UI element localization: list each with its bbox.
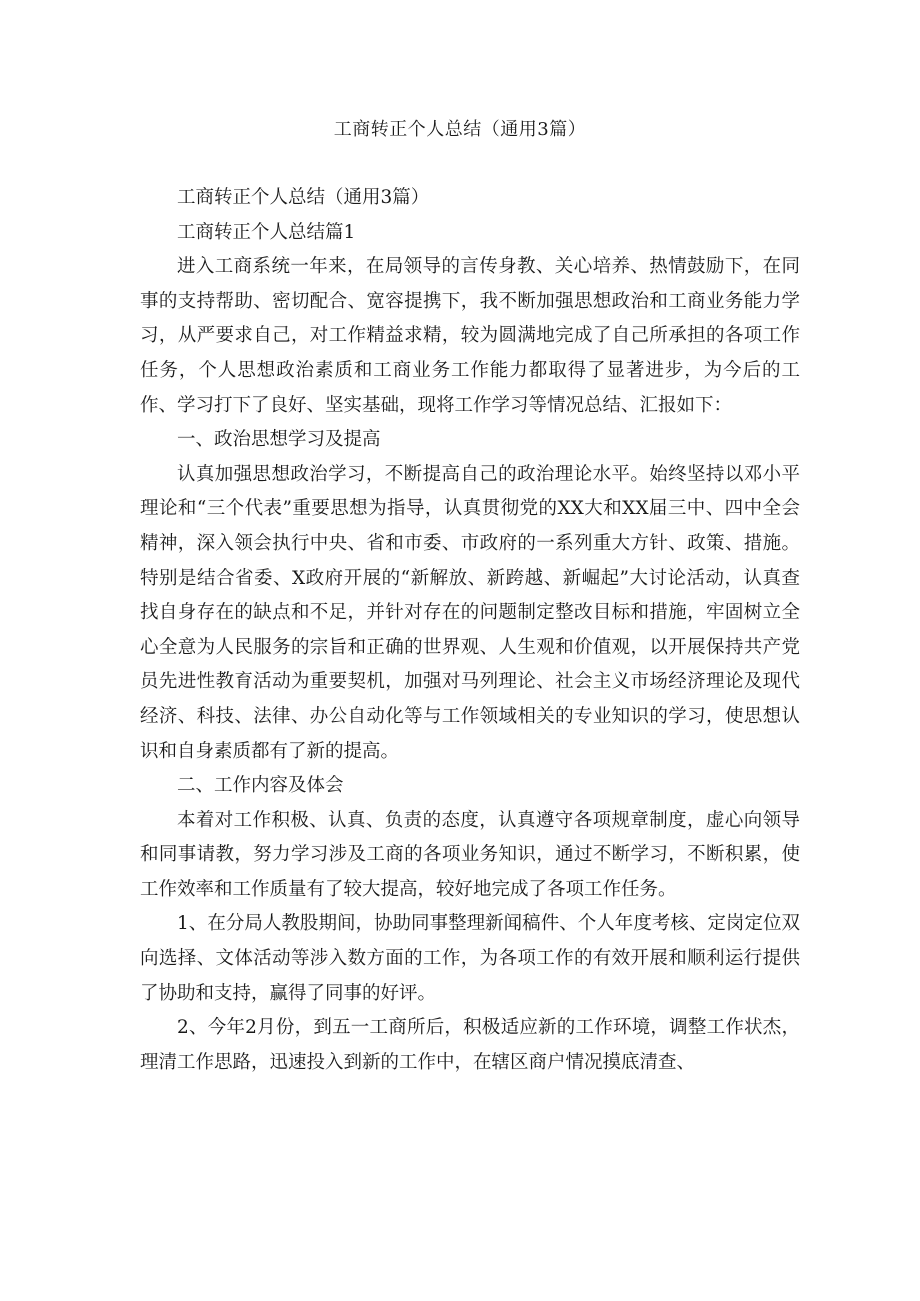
- paragraph-section-heading: 工商转正个人总结篇1: [177, 221, 356, 243]
- paragraph-intro: 进入工商系统一年来，在局领导的言传身教、关心培养、热情鼓励下，在同事的支持帮助、密切配合、宽容提携下，我不断加强思想政治和工商业务能力学习，从严要求自己，对工作精益求精，较为圆满地完成了自己所承担的各项工作任务，个人思想政治素质和工商业务工作能力都取得了显著进步，为今后的工作、学习打下了良好、坚实基础，现将工作学习等情况总结、汇报如下：: [140, 256, 800, 416]
- paragraph-heading-work: 二、工作内容及体会: [177, 775, 344, 797]
- paragraph-subtitle: 工商转正个人总结（通用3篇）: [177, 187, 430, 208]
- paragraph-heading-politics: 一、政治思想学习及提高: [177, 429, 381, 451]
- document-title: 工商转正个人总结（通用3篇）: [333, 119, 587, 140]
- paragraph-item-2: 2、今年2月份，到五一工商所后，积极适应新的工作环境，调整工作状杰，理清工作思路，迅速投入到新的工作中，在辖区商户情况摸底清查、: [140, 1017, 800, 1073]
- paragraph-politics: 认真加强思想政治学习，不断提高自己的政治理论水平。始终坚持以邓小平理论和“三个代表”重要思想为指导，认真贯彻党的XX大和XX届三中、四中全会精神，深入领会执行中央、省和市委、市政府的一系列重大方针、政策、措施。特别是结合省委、X政府开展的“新解放、新跨越、新崛起”大讨论活动，认真查找自身存在的缺点和不足，并针对存在的问题制定整改目标和措施，牢固树立全心全意为人民服务的宗旨和正确的世界观、人生观和价值观，以开展保持共产党员先进性教育活动为重要契机，加强对马列理论、社会主义市场经济理论及现代经济、科技、法律、办公自动化等与工作领域相关的专业知识的学习，使思想认识和自身素质都有了新的提高。: [140, 463, 800, 762]
- paragraph-work: 本着对工作积极、认真、负责的态度，认真遵守各项规章制度，虚心向领导和同事请教，努力学习涉及工商的各项业务知识，通过不断学习，不断积累，使工作效率和工作质量有了较大提高，较好地完成了各项工作任务。: [140, 809, 800, 900]
- paragraph-item-1: 1、在分局人教股期间，协助同事整理新闻稿件、个人年度考核、定岗定位双向选择、文体活动等涉入数方面的工作，为各项工作的有效开展和顺利运行提供了协助和支持，赢得了同事的好评。: [140, 913, 800, 1004]
- document-body: [140, 181, 800, 1080]
